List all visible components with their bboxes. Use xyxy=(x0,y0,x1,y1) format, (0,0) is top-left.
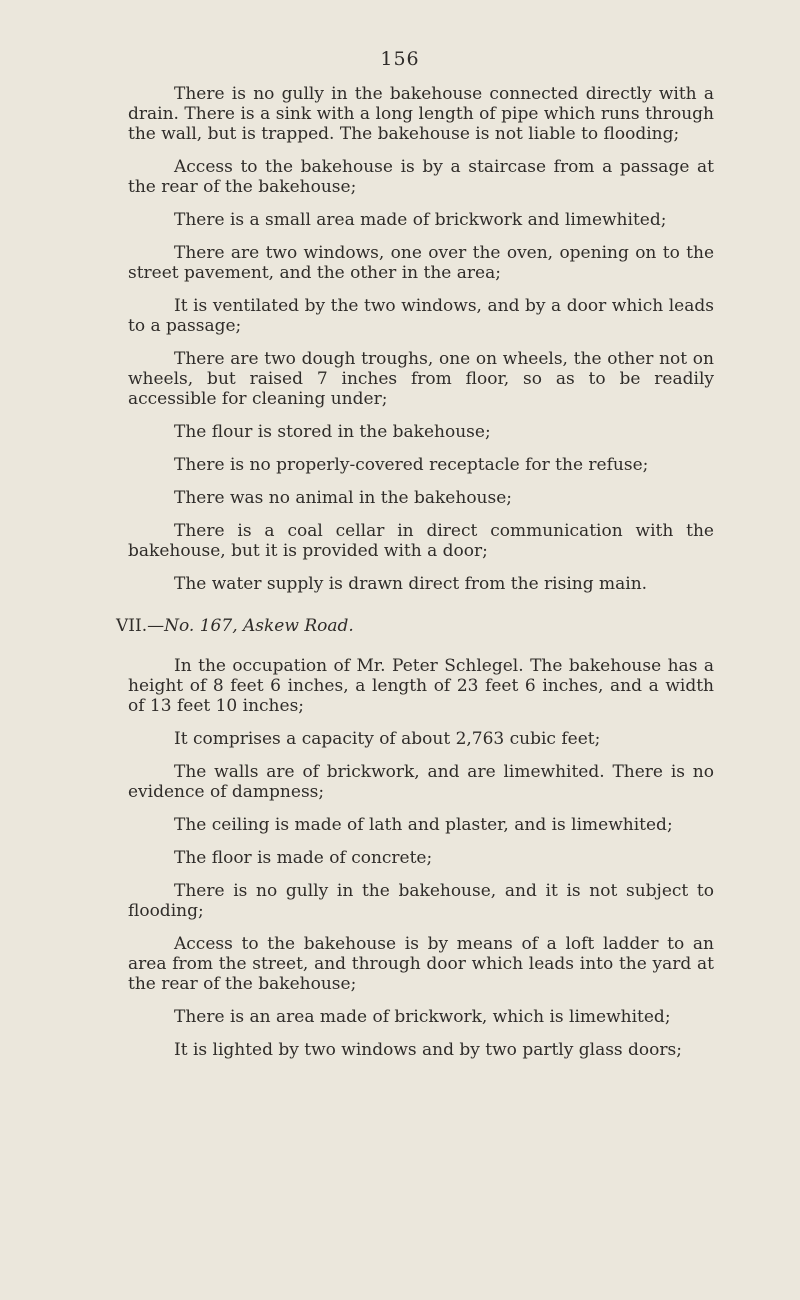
paragraph: Access to the bakehouse is by means of a loft ladder to an area from the street, and through door which leads into the yard at the rear of the bakehouse; xyxy=(128,934,714,994)
paragraph: It comprises a capacity of about 2,763 cubic feet; xyxy=(174,729,601,749)
paragraph: The ceiling is made of lath and plaster, and is limewhited; xyxy=(174,815,673,835)
paragraph: There is a coal cellar in direct communication with the bakehouse, but it is provided with a door; xyxy=(128,521,714,561)
paragraph: The walls are of brickwork, and are limewhited. There is no evidence of dampness; xyxy=(128,762,714,802)
paragraph: The flour is stored in the bakehouse; xyxy=(174,422,491,442)
page-number: 156 xyxy=(380,48,420,70)
paragraph: The floor is made of concrete; xyxy=(174,848,433,868)
paragraph: There is no gully in the bakehouse, and it is not subject to flooding; xyxy=(128,881,714,921)
section-address: No. 167, Askew Road. xyxy=(164,616,354,636)
paragraph: There are two dough troughs, one on wheels, the other not on wheels, but raised 7 inches from floor, so as to be readily accessible for cleaning under; xyxy=(128,349,714,409)
paragraph: Access to the bakehouse is by a staircase from a passage at the rear of the bakehouse; xyxy=(128,157,714,197)
paragraph: There is a small area made of brickwork and limewhited; xyxy=(174,210,667,230)
paragraph: The water supply is drawn direct from the rising main. xyxy=(174,574,648,594)
paragraph: There was no animal in the bakehouse; xyxy=(174,488,513,508)
paragraph: It is ventilated by the two windows, and by a door which leads to a passage; xyxy=(128,296,714,336)
body-text xyxy=(116,84,714,1073)
paragraph: There is no gully in the bakehouse connected directly with a drain. There is a sink with a long length of pipe which runs through the wall, but is trapped. The bakehouse is not liable to flooding; xyxy=(128,84,714,144)
paragraph: There is no properly-covered receptacle for the refuse; xyxy=(174,455,649,475)
paragraph: In the occupation of Mr. Peter Schlegel. The bakehouse has a height of 8 feet 6 inches, a length of 23 feet 6 inches, and a width of 13 feet 10 inches; xyxy=(128,656,714,716)
paragraph: There is an area made of brickwork, which is limewhited; xyxy=(174,1007,671,1027)
section-numeral: VII.— xyxy=(116,616,165,636)
paragraph: There are two windows, one over the oven, opening on to the street pavement, and the other in the area; xyxy=(128,243,714,283)
paragraph: It is lighted by two windows and by two partly glass doors; xyxy=(174,1040,682,1060)
section-heading xyxy=(116,616,714,636)
